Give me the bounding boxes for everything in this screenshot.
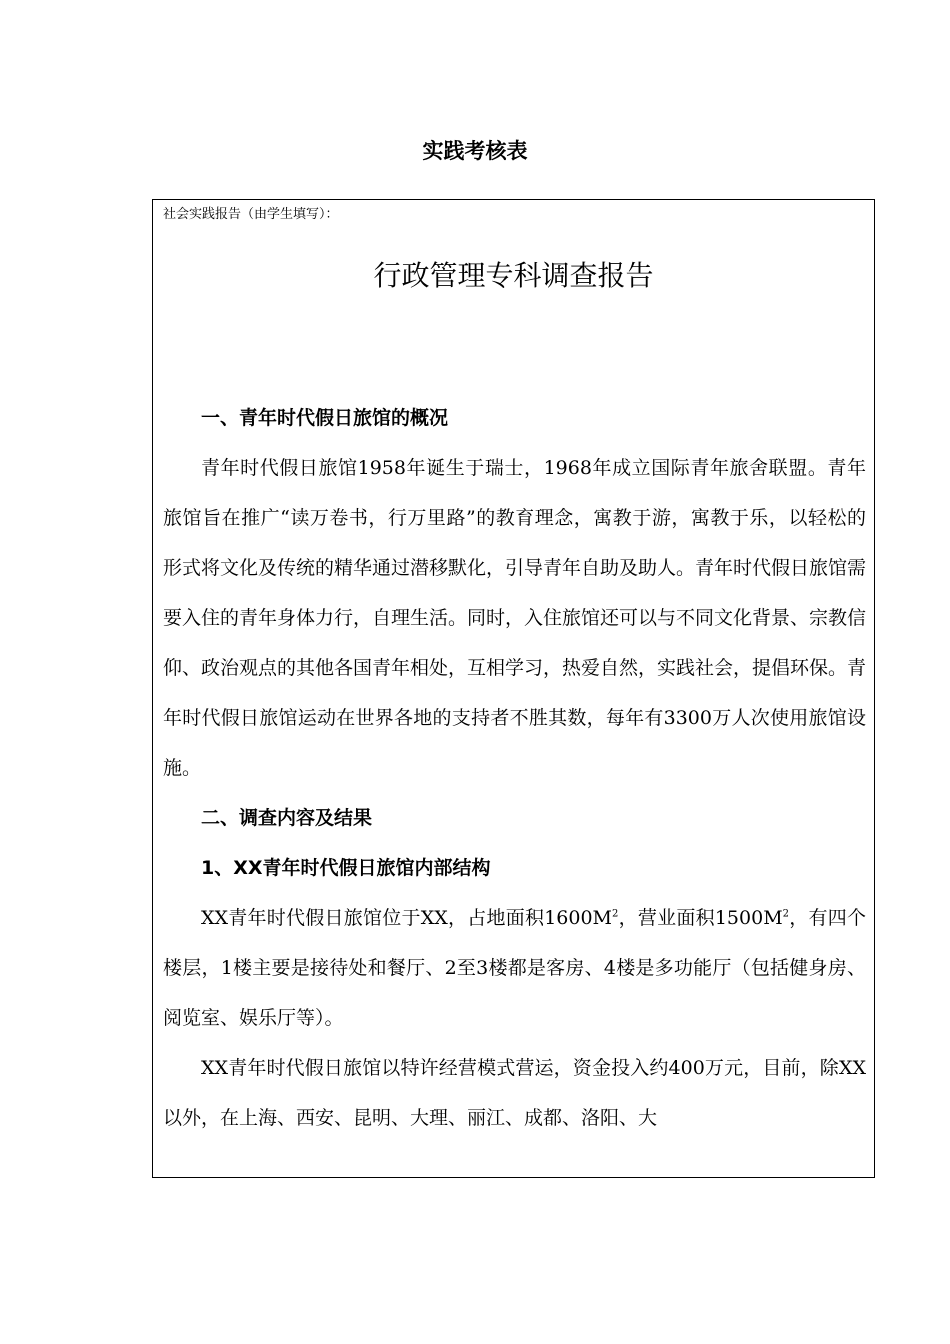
section-2-subheading-1: 1、XX青年时代假日旅馆内部结构: [201, 857, 491, 879]
superscript-2: 2: [782, 908, 790, 920]
paragraph-text: XX青年时代假日旅馆位于XX，占地面积1600M: [201, 907, 613, 929]
paragraph-text: ，营业面积1500M: [618, 907, 783, 929]
practice-form-box: [152, 199, 875, 1178]
superscript-2: 2: [612, 908, 619, 920]
report-body: [163, 393, 866, 1143]
form-field-label: 社会实践报告（由学生填写）：: [163, 207, 339, 222]
section-2-paragraph-2: XX青年时代假日旅馆以特许经营模式营运，资金投入约400万元，目前，除XX以外，在上海、西安、昆明、大理、丽江、成都、洛阳、大: [163, 1057, 866, 1129]
page-title: 实践考核表: [422, 138, 528, 163]
report-title: 行政管理专科调查报告: [373, 259, 654, 292]
section-2-paragraph-1: [163, 893, 866, 1043]
section-2-heading: 二、调查内容及结果: [201, 807, 373, 829]
section-1-heading: 一、青年时代假日旅馆的概况: [201, 407, 449, 429]
section-1-paragraph: 青年时代假日旅馆1958年诞生于瑞士，1968年成立国际青年旅舍联盟。青年旅馆旨在推广“读万卷书，行万里路”的教育理念，寓教于游，寓教于乐，以轻松的形式将文化及传统的精华通过潜移默化，引导青年自助及助人。青年时代假日旅馆需要入住的青年身体力行，自理生活。同时，入住旅馆还可以与不同文化背景、宗教信仰、政治观点的其他各国青年相处，互相学习，热爱自然，实践社会，提倡环保。青年时代假日旅馆运动在世界各地的支持者不胜其数，每年有3300万人次使用旅馆设施。: [163, 457, 867, 779]
paragraph-text: ，有四个楼层，1楼主要是接待处和餐厅、2至3楼都是客房、4楼是多功能厅（包括健身房、阅览室、娱乐厅等）。: [163, 907, 866, 1029]
